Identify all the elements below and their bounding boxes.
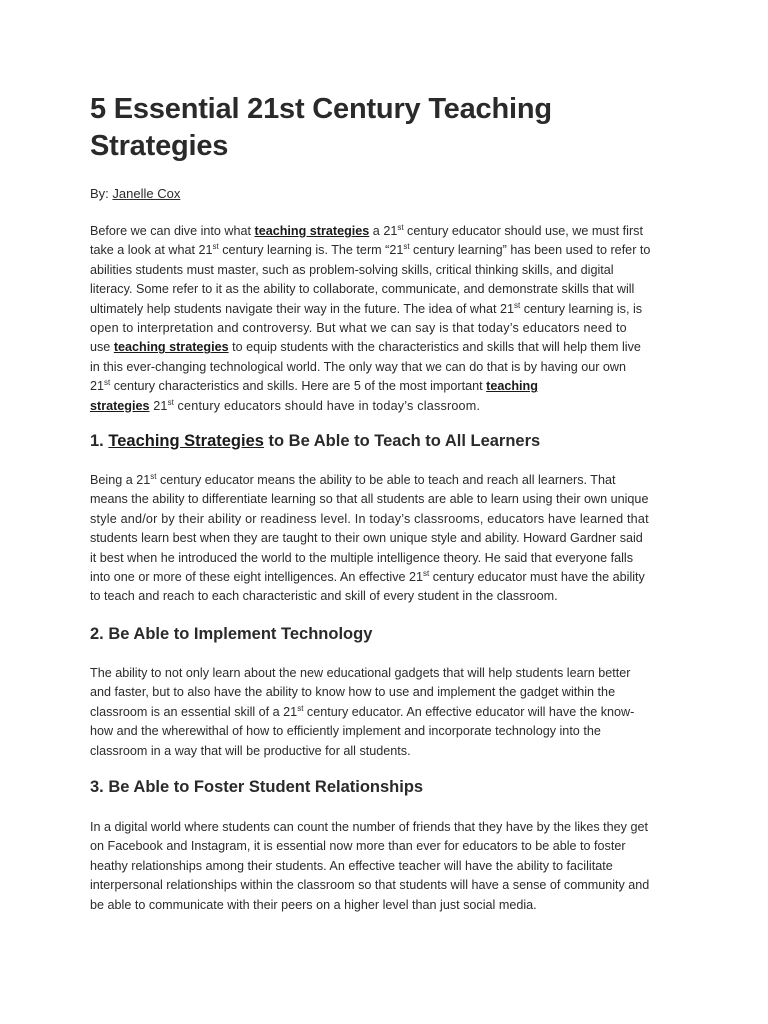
teaching-strategies-link[interactable]: teaching [486,379,538,394]
superscript: st [104,378,111,388]
teaching-strategies-link[interactable]: teaching strategies [254,224,370,238]
text: 21 [149,398,168,413]
section-1-line: it best when he introduced the world to the multiple intelligence theory. He said that everyone falls [90,550,634,565]
section-2-heading: 2. Be Able to Implement Technology [90,625,373,643]
text: century learning is, is [520,301,643,316]
text: century educators should have in today’s classroom. [173,398,481,413]
section-1-heading [90,430,540,452]
section-number: 1. [90,432,109,450]
intro-line: in this ever-changing technological world. The only way that we can do that is by having our own [90,359,627,374]
intro-line: abilities students must master, such as problem-solving skills, critical thinking skills, and digital [90,262,614,277]
text: century learning” has been used to refer to [409,243,651,258]
article-title [90,91,690,165]
section-3-line: heathy relationships among their students. An effective teacher will have the ability to facilitate [90,858,613,873]
text: a 21 [369,224,398,238]
text: use [90,340,114,355]
text: to equip students with the characteristics and skills that will help them live [228,340,641,355]
teaching-strategies-heading-link[interactable]: Teaching Strategies [108,432,264,450]
byline [90,185,180,203]
superscript: st [397,223,404,232]
intro-line: literacy. Some refer to it as the ability to collaborate, communicate, and demonstrate skills that will [90,282,635,297]
text: 21 [90,379,105,394]
superscript: st [403,242,410,252]
section-2-line: how and the wherewithal of how to efficiently implement and incorporate technology into the [90,724,601,739]
intro-line: open to interpretation and controversy. But what we can say is that today’s educators need to [90,321,627,336]
text: century educator must have the ability [429,570,645,585]
intro-line [90,397,684,416]
intro-line [90,377,684,396]
superscript: st [150,472,157,481]
teaching-strategies-link[interactable]: teaching strategies [113,340,229,355]
text: century educator means the ability to be able to teach and reach all learners. That [156,473,616,487]
section-2-line: and faster, but to also have the ability to know how to use and implement the gadget within the [90,685,616,700]
section-2-line: The ability to not only learn about the new educational gadgets that will help students learn better [90,666,631,680]
section-1-line: means the ability to differentiate learning so that all students are able to learn using their own unique [90,492,649,507]
text: Being a 21 [90,473,151,487]
intro-paragraph [90,222,684,416]
intro-line [90,222,684,241]
section-3-heading: 3. Be Able to Foster Student Relationships [90,778,424,796]
section-3-line: on Facebook and Instagram, it is essential now more than ever for educators to be able to foster [90,839,626,854]
text: Before we can dive into what [90,224,255,238]
section-1-line: style and/or by their ability or readiness level. In today’s classrooms, educators have learned that [90,511,649,526]
superscript: st [212,242,219,252]
superscript: st [514,300,521,310]
author-link[interactable]: Janelle Cox [112,186,181,201]
intro-line [90,300,684,319]
text: century educator. An effective educator will have the know- [303,704,635,719]
section-2-line: classroom in a way that will be productive for all students. [90,743,411,758]
superscript: st [423,569,430,579]
teaching-strategies-link[interactable]: strategies [90,398,150,413]
section-2-paragraph [90,664,684,761]
text: century learning is. The term “21 [218,243,404,258]
text: ultimately help students navigate their way in the future. The idea of what 21 [90,301,515,316]
superscript: st [167,397,174,407]
section-1-paragraph [90,471,684,607]
section-3-line: interpersonal relationships within the classroom so that students will have a sense of community and [90,878,650,893]
section-1-line: students learn best when they are taught to their own unique style and ability. Howard Gardner said [90,531,643,546]
section-3-line: In a digital world where students can count the number of friends that they have by the likes they get [90,820,648,834]
article-title-line-2: Strategies [90,130,229,162]
byline-prefix: By: [90,186,109,201]
section-2-line [90,703,684,722]
intro-line [90,338,684,357]
section-3-paragraph [90,818,684,915]
section-3-line: be able to communicate with their peers on a higher level than just social media. [90,897,537,912]
article-title-line-1: 5 Essential 21st Century Teaching [90,93,552,125]
section-1-line [90,568,684,587]
text: into one or more of these eight intelligences. An effective 21 [90,570,424,585]
superscript: st [297,703,304,713]
text: century characteristics and skills. Here are 5 of the most important [110,379,487,394]
text: take a look at what 21 [90,243,213,258]
section-1-line: to teach and reach to each characteristic and skill of every student in the classroom. [90,589,558,604]
heading-text: to Be Able to Teach to All Learners [263,432,541,450]
intro-line [90,241,684,260]
text: classroom is an essential skill of a 21 [90,704,298,719]
section-1-line [90,471,684,490]
text: century educator should use, we must first [403,224,643,238]
